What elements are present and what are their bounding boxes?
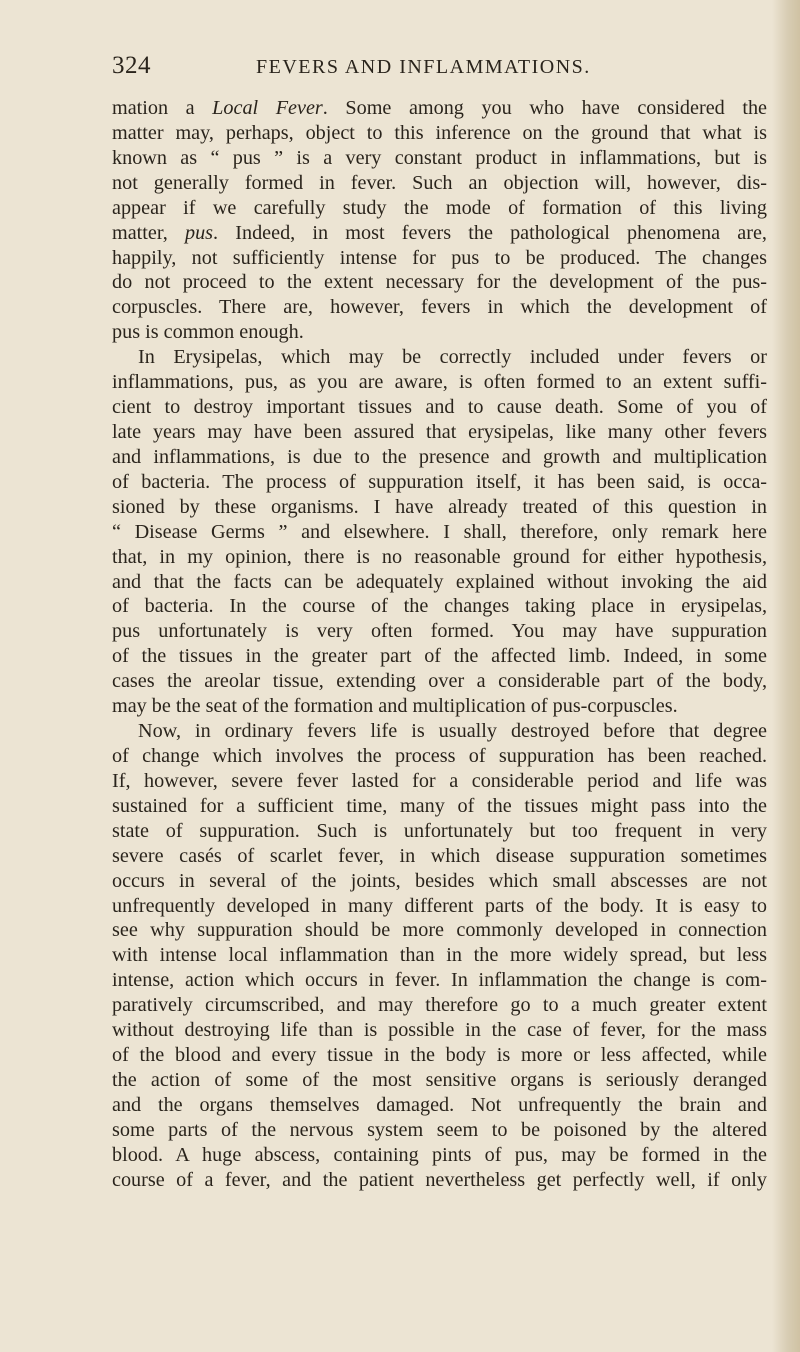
text-line: that, in my opinion, there is no reasonable ground for either hypothesis, [112,545,767,568]
text-line: inflammations, pus, as you are aware, is often formed to an extent suffi- [112,371,767,394]
text-line: course of a fever, and the patient nevertheless get perfectly well, if only [112,1168,767,1191]
text-line: unfrequently developed in many different parts of the body. It is easy to [112,894,767,917]
text-line: of bacteria. In the course of the changes taking place in erysipelas, [112,595,767,618]
text-line: with intense local inflammation than in the more widely spread, but less [112,944,767,967]
text-line: sustained for a sufficient time, many of the tissues might pass into the [112,794,767,817]
text-line: matter, pus. Indeed, in most fevers the pathological phenomena are, [112,221,767,244]
body-text [112,96,767,1193]
text-line: mation a Local Fever. Some among you who have considered the [112,97,767,119]
text-line: late years may have been assured that erysipelas, like many other fevers [112,420,767,443]
text-line: matter may, perhaps, object to this inference on the ground that what is [112,121,767,144]
text-line: pus is common enough. [112,321,304,344]
text-line: the action of some of the most sensitive organs is seriously deranged [112,1068,767,1091]
text-line: of the tissues in the greater part of the affected limb. Indeed, in some [112,645,767,668]
text-line: intense, action which occurs in fever. In inflammation the change is com- [112,969,767,992]
text-line: pus unfortunately is very often formed. You may have suppuration [112,620,767,643]
text-line: paratively circumscribed, and may therefore go to a much greater extent [112,994,767,1017]
text-line: of change which involves the process of suppuration has been reached. [112,744,767,767]
text-line: corpuscles. There are, however, fevers in which the development of [112,296,767,319]
text-line: see why suppuration should be more commonly developed in connection [112,919,767,942]
text-line: and the organs themselves damaged. Not unfrequently the brain and [112,1093,767,1116]
text-line: without destroying life than is possible in the case of fever, for the mass [112,1019,767,1042]
text-line: occurs in several of the joints, besides which small abscesses are not [112,869,767,892]
text-line: blood. A huge abscess, containing pints of pus, may be formed in the [112,1143,767,1166]
text-line: severe casés of scarlet fever, in which disease suppuration sometimes [112,844,767,867]
text-line: “ Disease Germs ” and elsewhere. I shall, therefore, only remark here [112,520,767,543]
text-line: not generally formed in fever. Such an objection will, however, dis- [112,171,767,194]
text-line: appear if we carefully study the mode of formation of this living [112,196,767,219]
running-title: FEVERS AND INFLAMMATIONS. [256,56,591,78]
page-edge-shadow [772,0,800,1352]
text-line: of the blood and every tissue in the body is more or less affected, while [112,1044,767,1067]
text-line: may be the seat of the formation and multiplication of pus-corpuscles. [112,695,678,718]
paragraph-p3 [112,719,767,1193]
text-line: cient to destroy important tissues and to cause death. Some of you of [112,396,767,419]
text-line: If, however, severe fever lasted for a considerable period and life was [112,769,767,792]
page-number: 324 [112,52,151,79]
text-line: of bacteria. The process of suppuration itself, it has been said, is occa- [112,470,767,493]
text-line: do not proceed to the extent necessary for the development of the pus- [112,271,767,294]
text-line: known as “ pus ” is a very constant product in inflammations, but is [112,146,767,169]
text-line: Now, in ordinary fevers life is usually destroyed before that degree [138,720,767,743]
paragraph-p2 [112,345,767,719]
text-line: and inflammations, is due to the presence and growth and multiplication [112,445,767,468]
text-line: happily, not sufficiently intense for pus to be produced. The changes [112,246,767,269]
text-line: and that the facts can be adequately explained without invoking the aid [112,570,767,593]
text-line: cases the areolar tissue, extending over a considerable part of the body, [112,670,767,693]
text-line: In Erysipelas, which may be correctly included under fevers or [138,346,767,369]
text-line: sioned by these organisms. I have already treated of this question in [112,495,767,518]
text-line: state of suppuration. Such is unfortunately but too frequent in very [112,819,767,842]
text-line: some parts of the nervous system seem to be poisoned by the altered [112,1118,767,1141]
paragraph-p1 [112,96,767,345]
